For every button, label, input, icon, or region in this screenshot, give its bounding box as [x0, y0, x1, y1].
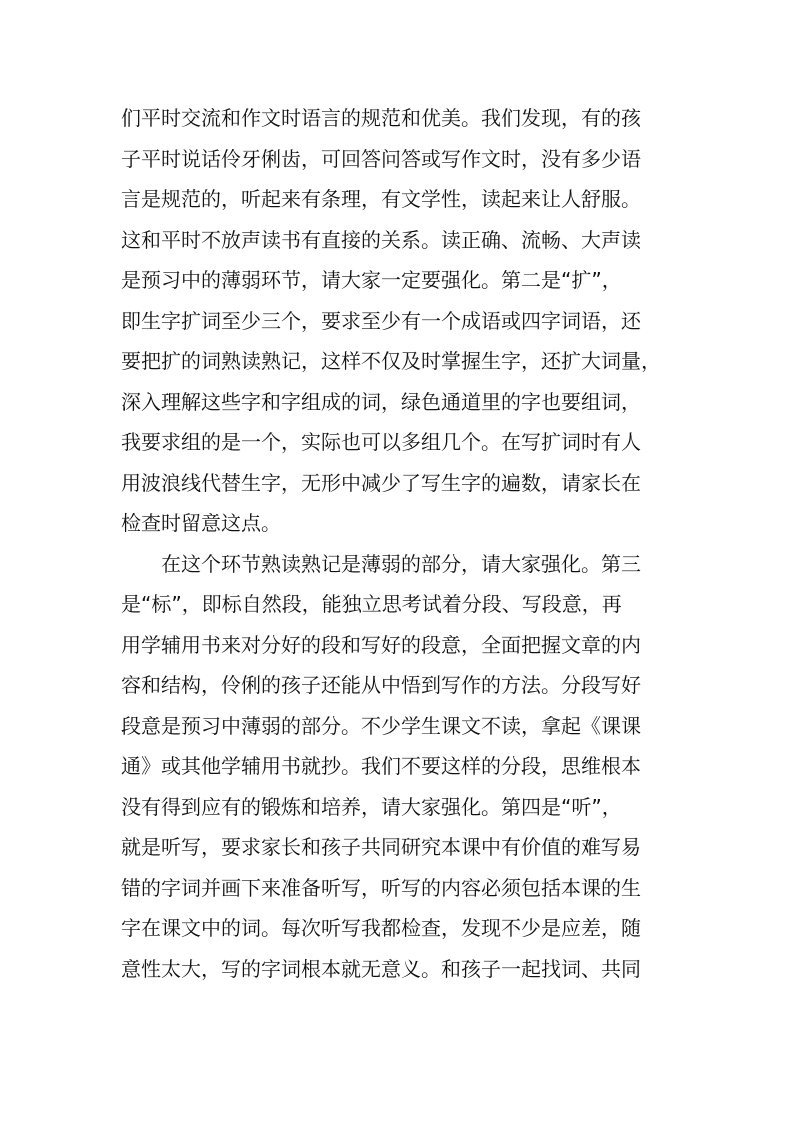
text-line: 段意是预习中薄弱的部分。不少学生课文不读，拿起《课课 [121, 713, 641, 738]
text-line: 深入理解这些字和字组成的词，绿色通道里的字也要组词， [121, 389, 641, 414]
text-line: 子平时说话伶牙俐齿，可回答问答或写作文时，没有多少语 [121, 146, 641, 171]
text-line: 这和平时不放声读书有直接的关系。读正确、流畅、大声读 [121, 227, 641, 252]
text-line: 容和结构，伶俐的孩子还能从中悟到写作的方法。分段写好 [121, 673, 641, 697]
text-line: 是预习中的薄弱环节，请大家一定要强化。第二是“扩”， [121, 268, 622, 292]
text-line: 要把扩的词熟读熟记，这样不仅及时掌握生字，还扩大词量， [121, 349, 661, 373]
text-line: 没有得到应有的锻炼和培养，请大家强化。第四是“听”， [121, 794, 622, 819]
text-line: 是“标”，即标自然段，能独立思考试着分段、写段意，再 [121, 592, 622, 616]
text-line: 用波浪线代替生字，无形中减少了写生字的遍数，请家长在 [121, 470, 641, 495]
paragraph-start-line: 在这个环节熟读熟记是薄弱的部分，请大家强化。第三 [161, 551, 641, 576]
text-line: 检查时留意这点。 [121, 511, 281, 535]
text-line: 错的字词并画下来准备听写，听写的内容必须包括本课的生 [121, 875, 641, 900]
document-body [121, 98, 681, 989]
text-line: 我要求组的是一个，实际也可以多组几个。在写扩词时有人 [121, 430, 641, 454]
text-line: 即生字扩词至少三个，要求至少有一个成语或四字词语，还 [121, 308, 641, 333]
text-line: 字在课文中的词。每次听写我都检查，发现不少是应差，随 [121, 916, 641, 940]
text-line: 意性太大，写的字词根本就无意义。和孩子一起找词、共同 [121, 956, 641, 981]
text-line: 用学辅用书来对分好的段和写好的段意，全面把握文章的内 [121, 632, 641, 657]
text-line: 就是听写，要求家长和孩子共同研究本课中有价值的难写易 [121, 835, 641, 859]
text-line: 们平时交流和作文时语言的规范和优美。我们发现，有的孩 [121, 106, 641, 130]
text-line: 通》或其他学辅用书就抄。我们不要这样的分段，思维根本 [121, 754, 641, 778]
text-line: 言是规范的，听起来有条理，有文学性，读起来让人舒服。 [121, 187, 641, 211]
